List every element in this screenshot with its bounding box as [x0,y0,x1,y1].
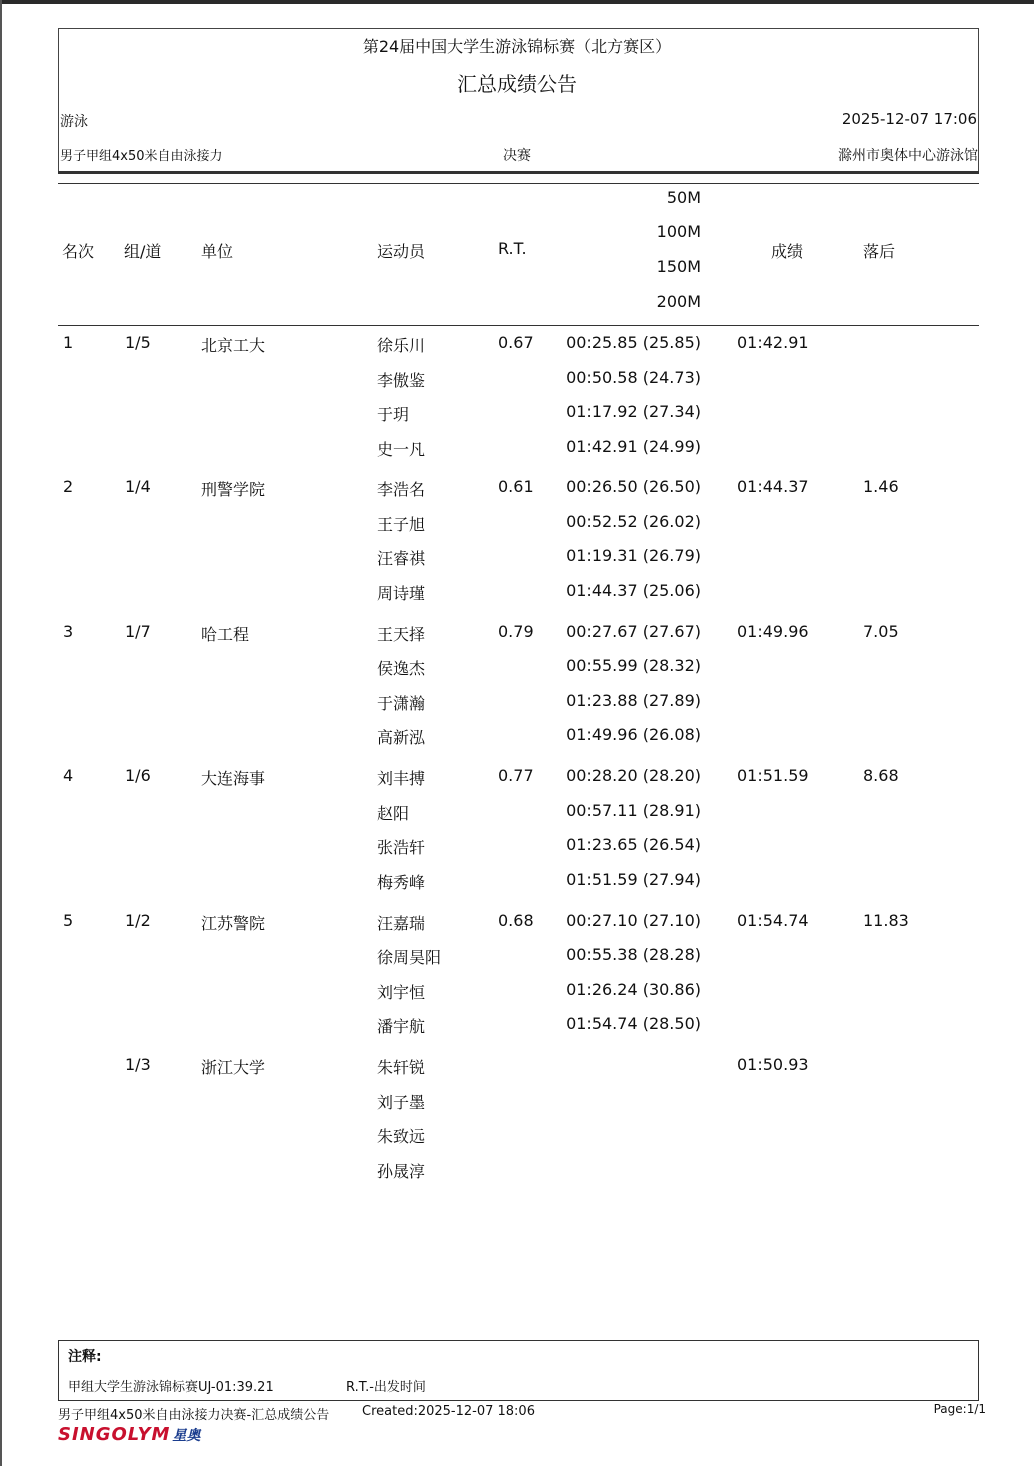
behind-cell: 1.46 [863,477,899,497]
result-cell: 01:54.74 [737,910,809,930]
athlete-cell: 朱轩锐 [377,1058,426,1077]
split-cell: 01:23.88 (27.89) [566,690,701,710]
logo-cn: 星奥 [172,1428,201,1444]
rank-cell: 2 [63,477,74,497]
team-cell: 哈工程 [201,624,250,644]
split-cell: 01:23.65 (26.54) [566,835,701,855]
rt-cell: 0.61 [498,477,534,497]
athlete-cell: 于潇瀚 [377,693,426,713]
result-cell: 01:50.93 [737,1055,809,1074]
result-cell: 01:51.59 [737,766,809,786]
heat-lane-cell: 1/4 [125,477,151,497]
col-team: 单位 [201,242,234,261]
team-cell: 大连海事 [201,769,266,789]
venue-label: 滁州市奥体中心游泳馆 [838,148,978,164]
athlete-cell: 徐乐川 [377,336,426,355]
report-title: 汇总成绩公告 [457,72,577,96]
split-cell: 00:52.52 (26.02) [566,511,701,531]
table-header-bottom-rule [58,325,979,326]
rank-cell: 3 [63,621,74,641]
split-cell: 01:51.59 (27.94) [566,869,701,889]
rt-cell: 0.77 [498,766,534,786]
rt-cell: 0.67 [498,333,534,352]
athlete-cell: 王天择 [377,624,426,644]
split-cell: 00:28.20 (28.20) [566,766,701,786]
col-split-150: 150M [656,257,701,276]
heat-lane-cell: 1/3 [125,1055,151,1074]
sport-label: 游泳 [60,114,88,130]
table-header-top-rule [58,183,979,184]
heat-lane-cell: 1/2 [125,910,151,930]
col-result: 成绩 [771,242,804,261]
notes-rt-legend: R.T.-出发时间 [346,1380,426,1395]
team-cell: 刑警学院 [201,480,266,500]
footer-created: Created:2025-12-07 18:06 [362,1404,535,1419]
athlete-cell: 潘宇航 [377,1017,426,1037]
split-cell: 01:44.37 (25.06) [566,580,701,600]
rank-cell: 5 [63,910,74,930]
athlete-cell: 周诗瑾 [377,583,426,603]
athlete-cell: 于玥 [377,405,410,424]
logo-text: SINGOLYM [58,1424,171,1445]
col-behind: 落后 [863,242,896,261]
team-cell: 北京工大 [201,336,266,355]
split-cell: 00:50.58 (24.73) [566,367,701,387]
athlete-cell: 汪嘉瑞 [377,913,426,933]
notes-record: 甲组大学生游泳锦标赛UJ-01:39.21 [68,1380,274,1395]
rank-cell: 1 [63,333,74,352]
split-cell: 00:55.99 (28.32) [566,656,701,676]
behind-cell: 11.83 [863,910,909,930]
rt-cell: 0.79 [498,621,534,641]
athlete-cell: 汪睿祺 [377,549,426,569]
notes-title: 注释: [68,1349,102,1365]
athlete-cell: 张浩轩 [377,838,426,858]
heat-lane-cell: 1/6 [125,766,151,786]
split-cell: 01:54.74 (28.50) [566,1014,701,1034]
footer-page: Page:1/1 [933,1402,986,1416]
rank-cell: 4 [63,766,74,786]
athlete-cell: 侯逸杰 [377,659,426,679]
col-rank: 名次 [62,242,95,261]
behind-cell: 8.68 [863,766,899,786]
athlete-cell: 史一凡 [377,439,426,459]
split-cell: 00:57.11 (28.91) [566,800,701,820]
rt-cell: 0.68 [498,910,534,930]
col-split-100: 100M [656,222,701,241]
athlete-cell: 刘丰搏 [377,769,426,789]
split-cell: 01:26.24 (30.86) [566,979,701,999]
result-cell: 01:42.91 [737,333,809,352]
event-name: 男子甲组4x50米自由泳接力 [60,149,223,164]
behind-cell: 7.05 [863,621,899,641]
split-cell: 01:49.96 (26.08) [566,725,701,745]
col-split-50: 50M [666,188,701,207]
result-cell: 01:49.96 [737,621,809,641]
col-athletes: 运动员 [377,242,426,261]
split-cell: 00:27.67 (27.67) [566,621,701,641]
split-cell: 00:55.38 (28.28) [566,945,701,965]
event-title: 第24届中国大学生游泳锦标赛（北方赛区） [362,37,672,56]
athlete-cell: 刘子墨 [377,1092,426,1112]
split-cell: 00:25.85 (25.85) [566,333,701,352]
split-cell: 01:19.31 (26.79) [566,546,701,566]
window-left-edge [0,0,2,1466]
col-split-200: 200M [656,292,701,311]
report-datetime: 2025-12-07 17:06 [841,110,977,128]
athlete-cell: 刘宇恒 [377,982,426,1002]
athlete-cell: 赵阳 [377,803,410,823]
athlete-cell: 李浩名 [377,480,426,500]
col-heat-lane: 组/道 [124,242,162,261]
team-cell: 江苏警院 [201,913,266,933]
split-cell: 00:27.10 (27.10) [566,910,701,930]
split-cell: 00:26.50 (26.50) [566,477,701,497]
athlete-cell: 王子旭 [377,514,426,534]
col-rt: R.T. [498,239,527,258]
team-cell: 浙江大学 [201,1058,266,1077]
split-cell: 01:17.92 (27.34) [566,402,701,421]
athlete-cell: 徐周昊阳 [377,948,442,968]
athlete-cell: 朱致远 [377,1127,426,1146]
athlete-cell: 高新泓 [377,728,426,748]
athlete-cell: 李傲鉴 [377,370,426,390]
result-cell: 01:44.37 [737,477,809,497]
athlete-cell: 孙晟淳 [377,1161,426,1181]
window-top-edge [0,0,1034,4]
heat-lane-cell: 1/5 [125,333,151,352]
athlete-cell: 梅秀峰 [377,872,426,892]
header-divider [58,171,979,174]
footer-event-report: 男子甲组4x50米自由泳接力决赛-汇总成绩公告 [58,1408,330,1423]
phase-label: 决赛 [503,148,531,164]
singolym-logo [58,1424,200,1446]
split-cell: 01:42.91 (24.99) [566,436,701,456]
heat-lane-cell: 1/7 [125,621,151,641]
